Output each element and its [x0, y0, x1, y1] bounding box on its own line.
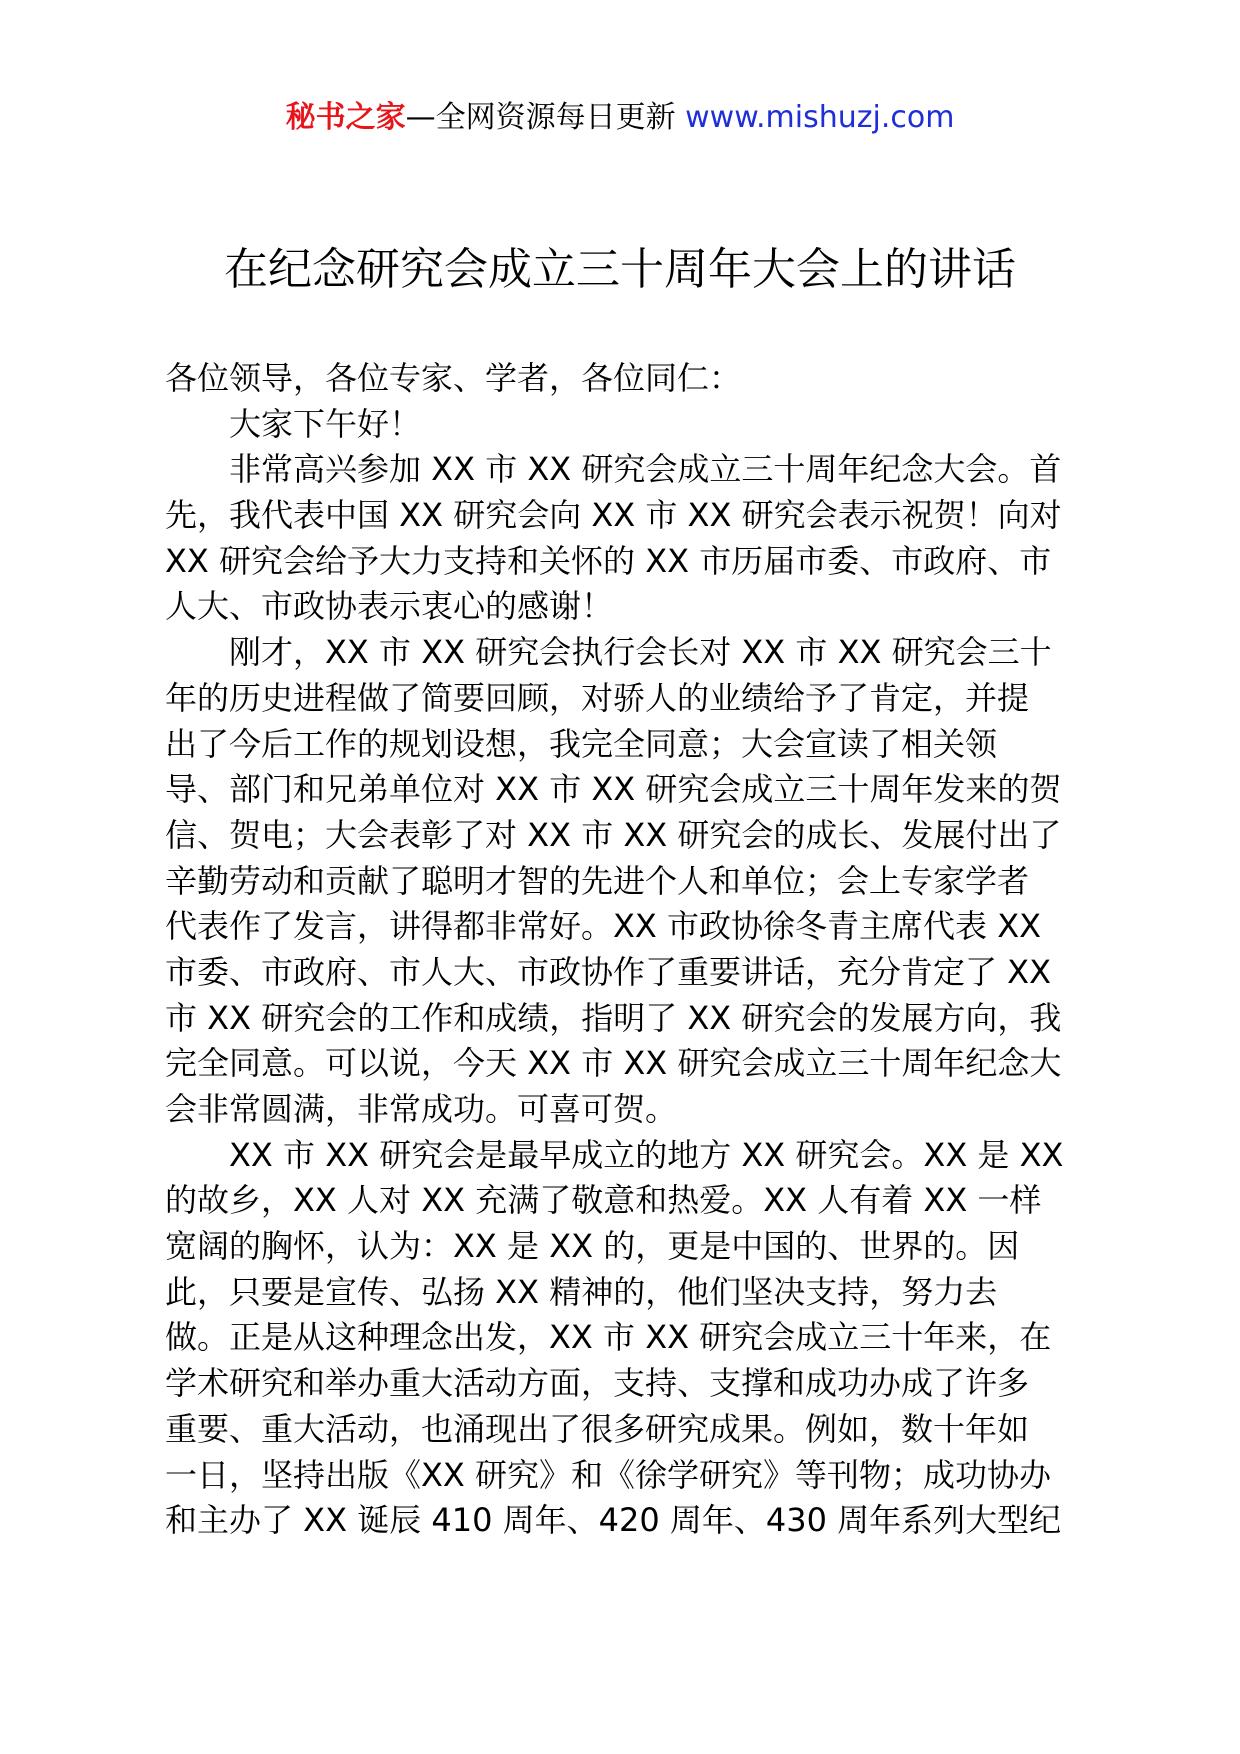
document-title: 在纪念研究会成立三十周年大会上的讲话: [224, 244, 1016, 295]
body-line: 先，我代表中国 XX 研究会向 XX 市 XX 研究会表示祝贺！向对: [165, 496, 1062, 535]
body-line: 学术研究和举办重大活动方面，支持、支撑和成功办成了许多: [165, 1364, 1030, 1403]
body-line: 代表作了发言，讲得都非常好。XX 市政协徐冬青主席代表 XX: [165, 907, 1042, 946]
body-line: 和主办了 XX 诞辰 410 周年、420 周年、430 周年系列大型纪: [165, 1501, 1062, 1540]
site-url-link[interactable]: www.mishuzj.com: [685, 100, 955, 135]
header-tagline: —全网资源每日更新: [405, 100, 686, 135]
body-line: 此，只要是宣传、弘扬 XX 精神的，他们坚决支持，努力去: [165, 1272, 998, 1311]
body-line: 完全同意。可以说，今天 XX 市 XX 研究会成立三十周年纪念大: [165, 1044, 1062, 1083]
body-line: 做。正是从这种理念出发，XX 市 XX 研究会成立三十年来，在: [165, 1318, 1052, 1357]
body-line: 出了今后工作的规划设想，我完全同意；大会宣读了相关领: [165, 724, 998, 763]
body-line: 重要、重大活动，也涌现出了很多研究成果。例如，数十年如: [165, 1409, 1030, 1448]
body-line: 导、部门和兄弟单位对 XX 市 XX 研究会成立三十周年发来的贺: [165, 770, 1062, 809]
body-line: XX 市 XX 研究会是最早成立的地方 XX 研究会。XX 是 XX: [229, 1135, 1064, 1174]
body-line: XX 研究会给予大力支持和关怀的 XX 市历届市委、市政府、市: [165, 541, 1052, 580]
body-line: 刚才，XX 市 XX 研究会执行会长对 XX 市 XX 研究会三十: [229, 633, 1052, 672]
body-line: 年的历史进程做了简要回顾，对骄人的业绩给予了肯定，并提: [165, 678, 1030, 717]
body-line: 人大、市政协表示衷心的感谢！: [165, 587, 614, 626]
salutation-line: 各位领导，各位专家、学者，各位同仁：: [165, 359, 742, 397]
body-line: 辛勤劳动和贡献了聪明才智的先进个人和单位；会上专家学者: [165, 861, 1030, 900]
document-body: [165, 356, 1085, 1544]
body-line: 宽阔的胸怀，认为：XX 是 XX 的，更是中国的、世界的。因: [165, 1227, 1020, 1266]
body-line: 非常高兴参加 XX 市 XX 研究会成立三十周年纪念大会。首: [229, 450, 1062, 489]
greeting-line: 大家下午好！: [229, 404, 422, 443]
body-line: 会非常圆满，非常成功。可喜可贺。: [165, 1090, 678, 1128]
site-header: [0, 98, 1240, 138]
body-line: 的故乡，XX 人对 XX 充满了敬意和热爱。XX 人有着 XX 一样: [165, 1181, 1042, 1220]
body-line: 市 XX 研究会的工作和成绩，指明了 XX 研究会的发展方向，我: [165, 998, 1062, 1037]
body-line: 信、贺电；大会表彰了对 XX 市 XX 研究会的成长、发展付出了: [165, 815, 1062, 854]
body-line: 市委、市政府、市人大、市政协作了重要讲话，充分肯定了 XX: [165, 952, 1052, 991]
body-line: 一日，坚持出版《XX 研究》和《徐学研究》等刊物；成功协办: [165, 1455, 1052, 1494]
brand-name: 秘书之家: [285, 100, 406, 135]
